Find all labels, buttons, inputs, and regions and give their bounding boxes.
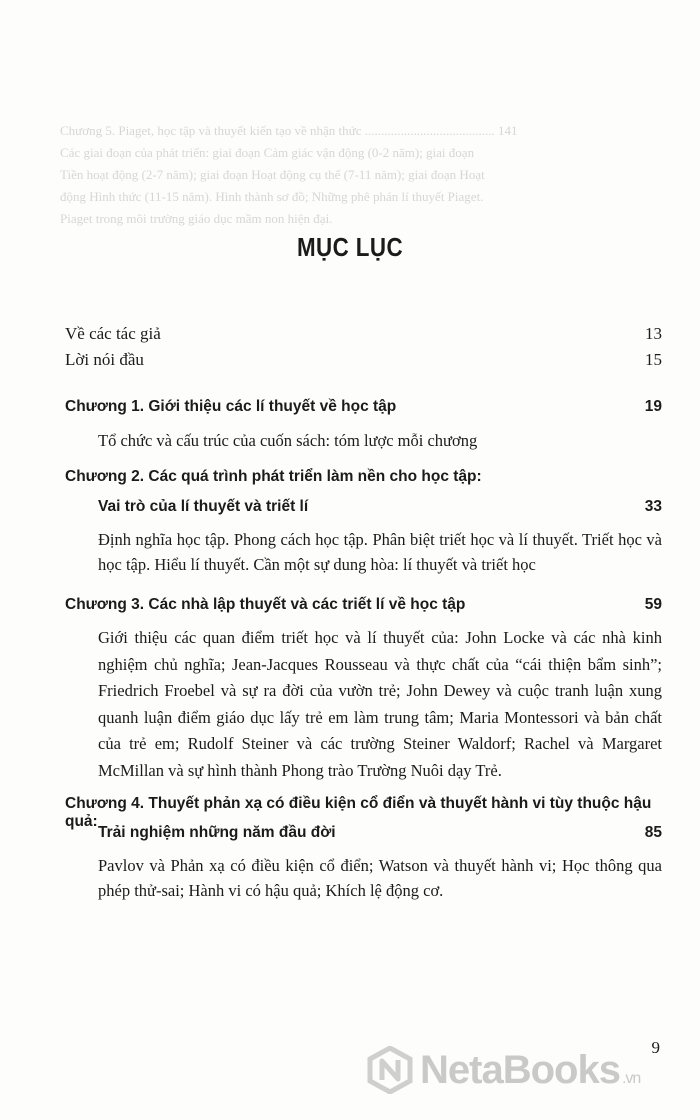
page-number: 9 [651, 1038, 660, 1057]
chapter-heading: Chương 2. Các quá trình phát triển làm nền cho học tập: [65, 468, 482, 485]
chapter-heading: Chương 4. Thuyết phản xạ có điều kiện cổ điển và thuyết hành vi tùy thuộc hậu quả: [65, 795, 652, 830]
toc-entry-label: Về các tác giả [65, 324, 161, 343]
netabooks-logo-icon [366, 1046, 414, 1094]
toc-entry-preface[interactable] [65, 350, 662, 370]
toc-chapter-2[interactable] [65, 468, 662, 486]
toc-entry-authors[interactable] [65, 324, 662, 344]
chapter-heading: Chương 1. Giới thiệu các lí thuyết về học tập [65, 398, 397, 415]
chapter-page: 85 [644, 824, 662, 841]
chapter-subheading: Trải nghiệm những năm đầu đời [98, 824, 336, 841]
toc-entry-label: Lời nói đầu [65, 350, 144, 369]
toc-chapter-1[interactable] [65, 398, 662, 416]
watermark-brand: NetaBooks [420, 1047, 620, 1092]
watermark-text [420, 1048, 640, 1093]
chapter-description: Tổ chức và cấu trúc của cuốn sách: tóm lược mỗi chương [98, 431, 478, 450]
toc-chapter-4-sub[interactable] [98, 824, 662, 842]
toc-entry-page: 15 [645, 350, 662, 369]
toc-entry-page: 13 [645, 324, 662, 343]
toc-chapter-3[interactable] [65, 596, 662, 614]
chapter-description: Giới thiệu các quan điểm triết học và lí thuyết của: John Locke và các nhà kinh nghiệm chủ nghĩa; Jean-Jacques Rousseau và thực chất của “cái thiện bẩm sinh”; Friedrich Froebel và sự ra đời của vườn trẻ; John Dewey và cuộc tranh luận xung quanh luận điểm giáo dục lấy trẻ em làm trung tâm; Maria Montessori và bản chất của trẻ em; Rudolf Steiner và các trường Steiner Waldorf; Rachel và Margaret McMillan và sự hình thành Phong trào Trường Nuôi dạy Trẻ. [98, 628, 662, 780]
chapter-subheading: Vai trò của lí thuyết và triết lí [98, 498, 309, 515]
page-title: MỤC LỤC [296, 232, 404, 262]
chapter-page: 19 [644, 398, 662, 415]
chapter-description: Pavlov và Phản xạ có điều kiện cổ điển; Watson và thuyết hành vi; Học thông qua phép thử-sai; Hành vi có hậu quả; Khích lệ động cơ. [98, 856, 662, 900]
chapter-page: 59 [644, 596, 662, 613]
chapter-heading: Chương 3. Các nhà lập thuyết và các triết lí về học tập [65, 596, 466, 613]
toc-chapter-2-sub[interactable] [98, 498, 662, 516]
netabooks-watermark [366, 1046, 640, 1094]
watermark-suffix: .vn [621, 1069, 641, 1087]
chapter-page: 33 [644, 498, 662, 515]
chapter-description: Định nghĩa học tập. Phong cách học tập. Phân biệt triết học và lí thuyết. Triết học và học tập. Hiểu lí thuyết. Cần một sự dung hòa: lí thuyết và triết học [98, 530, 662, 574]
bleed-through: Chương 5. Piaget, học tập và thuyết kiến tạo về nhận thức ........................................ 141 Các giai đoạn của phát triển: giai đoạn Cảm giác vận động (0-2 năm); giai đoạn Tiền hoạt động (2-7 năm); giai đoạn Hoạt động cụ thể (7-11 năm); giai đoạn Hoạt động Hình thức (11-15 năm). Hình thành sơ đồ; Những phê phán lí thuyết Piaget. Piaget trong môi trường giáo dục mầm non hiện đại. [60, 123, 518, 226]
